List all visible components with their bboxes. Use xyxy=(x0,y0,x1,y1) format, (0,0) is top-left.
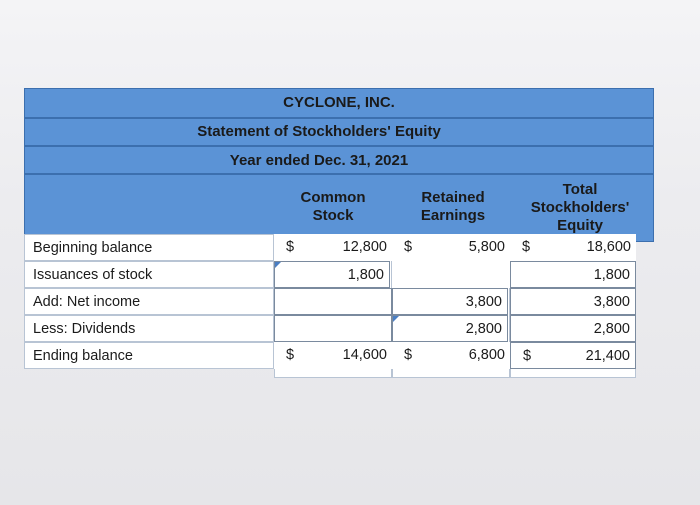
ending-common-cell xyxy=(274,342,392,369)
beginning-common-value: 12,800 xyxy=(342,239,387,255)
dollar-sign: $ xyxy=(286,347,295,363)
issuances-total-input[interactable] xyxy=(510,261,636,288)
ending-retained-value: 6,800 xyxy=(468,347,505,363)
net-income-total-input[interactable] xyxy=(510,288,636,315)
cell-marker-icon xyxy=(275,262,281,268)
common-stock-header: Common Stock xyxy=(300,189,366,224)
cell-marker-icon xyxy=(393,316,399,322)
total-equity-header: Total Stockholders' Equity xyxy=(530,181,630,234)
beginning-retained-cell xyxy=(392,234,510,261)
net-income-total-value: 3,800 xyxy=(593,294,630,310)
dollar-sign: $ xyxy=(404,347,413,363)
dividends-retained-value: 2,800 xyxy=(465,321,502,337)
equity-statement xyxy=(24,88,654,378)
statement-period: Year ended Dec. 31, 2021 xyxy=(229,152,409,169)
beginning-total-value: 18,600 xyxy=(586,239,631,255)
ending-common-value: 14,600 xyxy=(342,347,387,363)
row-label-ending: Ending balance xyxy=(24,342,274,369)
net-income-retained-value: 3,800 xyxy=(465,294,502,310)
net-income-common-input[interactable] xyxy=(274,288,392,315)
statement-title: Statement of Stockholders' Equity xyxy=(197,123,441,140)
beginning-common-cell xyxy=(274,234,392,261)
beginning-retained-value: 5,800 xyxy=(468,239,505,255)
dollar-sign: $ xyxy=(404,239,413,255)
dividends-common-input[interactable] xyxy=(274,315,392,342)
dividends-total-value: 2,800 xyxy=(593,321,630,337)
column-header-row xyxy=(24,174,654,242)
row-label-beginning: Beginning balance xyxy=(24,234,274,261)
issuances-retained-cell xyxy=(392,261,510,288)
dollar-sign: $ xyxy=(286,239,295,255)
net-income-retained-input[interactable] xyxy=(392,288,508,315)
issuances-total-value: 1,800 xyxy=(593,267,630,283)
company-name: CYCLONE, INC. xyxy=(283,94,395,111)
dollar-sign: $ xyxy=(522,239,531,255)
ending-retained-cell xyxy=(392,342,510,369)
dividends-retained-input[interactable] xyxy=(392,315,508,342)
ending-total-input[interactable] xyxy=(510,342,636,369)
row-label-issuances: Issuances of stock xyxy=(24,261,274,288)
issuances-common-input[interactable] xyxy=(274,261,390,288)
dollar-sign: $ xyxy=(523,348,532,364)
row-label-dividends: Less: Dividends xyxy=(24,315,274,342)
ending-total-value: 21,400 xyxy=(585,348,630,364)
row-label-net-income: Add: Net income xyxy=(24,288,274,315)
issuances-common-value: 1,800 xyxy=(347,267,384,283)
retained-earnings-header: Retained Earnings xyxy=(420,189,486,224)
dividends-total-input[interactable] xyxy=(510,315,636,342)
beginning-total-cell xyxy=(510,234,636,261)
